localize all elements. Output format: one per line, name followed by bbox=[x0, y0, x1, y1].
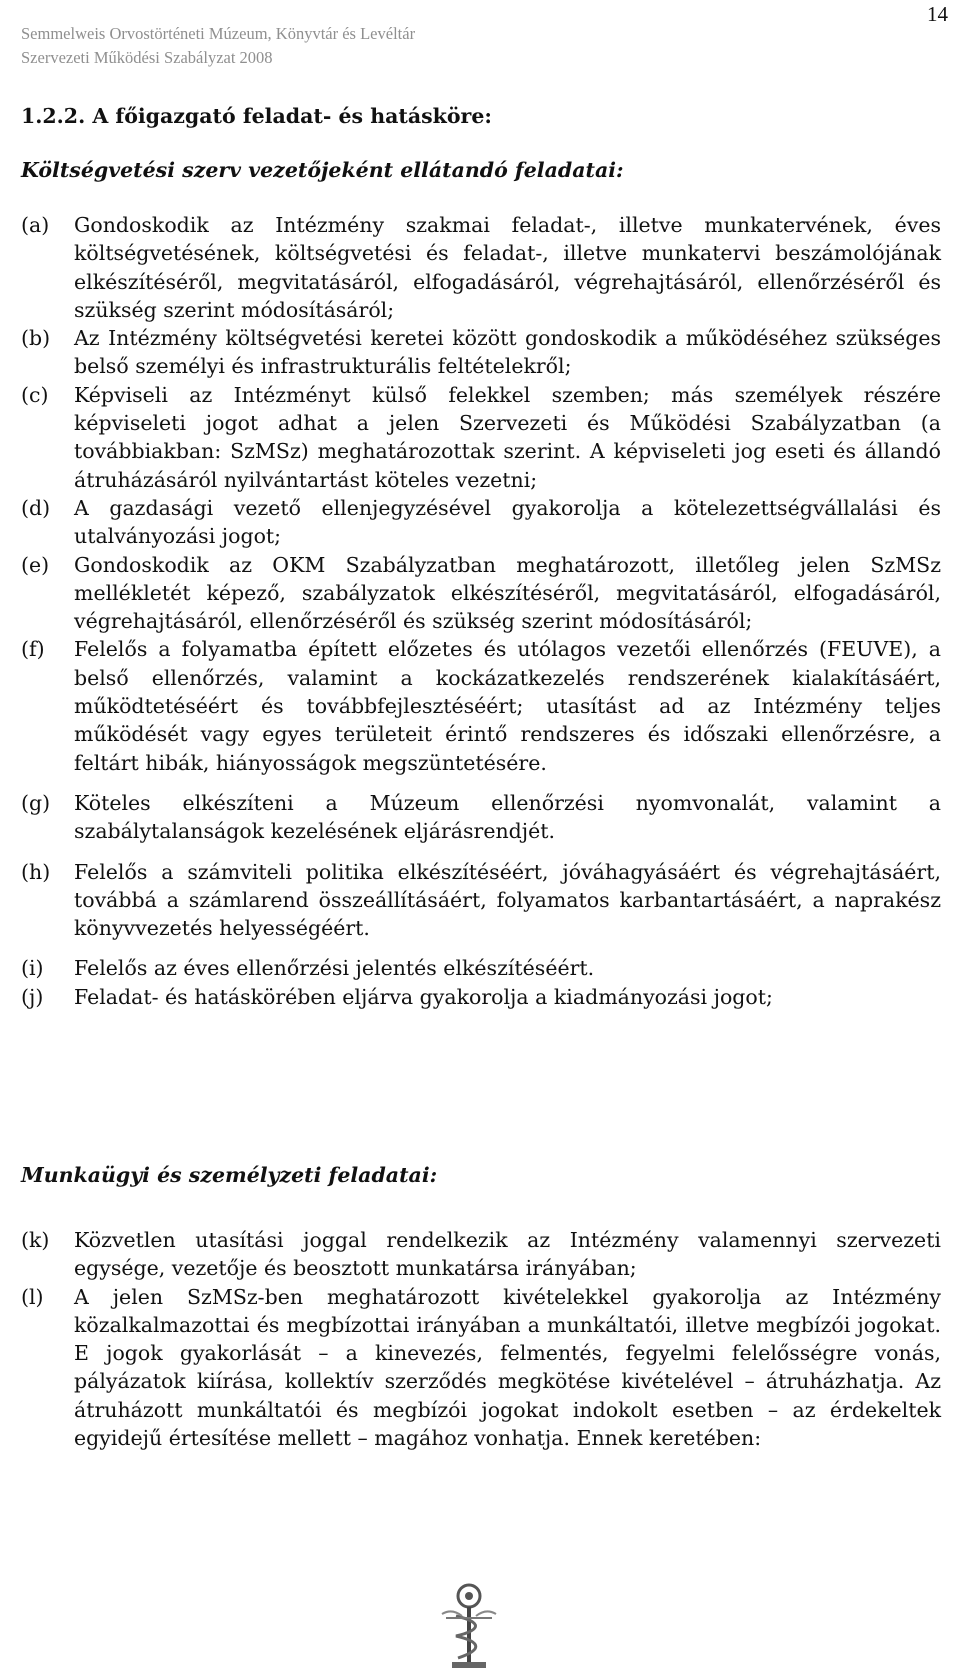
item-label: (i) bbox=[21, 956, 44, 981]
item-label: (k) bbox=[21, 1228, 50, 1252]
list-item bbox=[21, 551, 941, 636]
list-item bbox=[21, 635, 941, 776]
item-text: Köteles elkészíteni a Múzeum ellenőrzési nyomvonalát, valamint a szabálytalanságok kezelésének eljárásrendjét. bbox=[74, 790, 941, 844]
subheading-budget-tasks: Költségvetési szerv vezetőjeként ellátandó feladatai: bbox=[21, 158, 624, 182]
item-text: Képviseli az Intézményt külső felekkel szemben; más személyek részére képviseleti jogot adhat a jelen Szervezeti és Működési Szabályzatban (a továbbiakban: SzMSz) meghatározottak szerint. A képviseleti jog eseti és állandó átruházásáról nyilvántartást köteles vezetni; bbox=[74, 382, 941, 492]
item-label: (j) bbox=[21, 984, 44, 1009]
item-text: Feladat- és hatáskörében eljárva gyakorolja a kiadmányozási jogot; bbox=[74, 984, 773, 1009]
list-item bbox=[21, 211, 941, 324]
list-item bbox=[21, 983, 941, 1011]
list-item bbox=[21, 1283, 941, 1453]
budget-task-list bbox=[21, 211, 941, 1011]
item-label: (f) bbox=[21, 637, 45, 662]
item-text: A gazdasági vezető ellenjegyzésével gyakorolja a kötelezettségvállalási és utalványozási jogot; bbox=[74, 495, 941, 549]
item-text: Felelős a számviteli politika elkészítéséért, jóváhagyásáért és végrehajtásáért, továbbá a számlarend összeállításáért, folyamatos karbantartásáért, a naprakész könyvvezetés helyességéért. bbox=[74, 859, 941, 941]
item-text: Gondoskodik az OKM Szabályzatban meghatározott, illetőleg jelen SzMSz mellékletét képező, szabályzatok elkészítéséről, megvitatásáról, elfogadásáról, végrehajtásáról, ellenőrzéséről és szükség szerint módosításáról; bbox=[74, 552, 941, 634]
museum-logo bbox=[436, 1578, 502, 1670]
header-institution: Semmelweis Orvostörténeti Múzeum, Könyvtár és Levéltár bbox=[21, 24, 416, 43]
item-label: (c) bbox=[21, 382, 49, 407]
item-label: (h) bbox=[21, 859, 51, 884]
list-item bbox=[21, 1226, 941, 1283]
item-text: Az Intézmény költségvetési keretei között gondoskodik a működéséhez szükséges belső személyi és infrastrukturális feltételekről; bbox=[74, 326, 941, 379]
document-header bbox=[21, 22, 415, 70]
list-item bbox=[21, 789, 941, 846]
subheading-hr-tasks: Munkaügyi és személyzeti feladatai: bbox=[21, 1163, 438, 1187]
item-text: Felelős az éves ellenőrzési jelentés elkészítéséért. bbox=[74, 956, 595, 981]
list-item bbox=[21, 858, 941, 943]
item-label: (g) bbox=[21, 790, 51, 815]
header-document-title: Szervezeti Működési Szabályzat 2008 bbox=[21, 48, 273, 67]
item-text: Közvetlen utasítási joggal rendelkezik az Intézmény valamennyi szervezeti egysége, vezetője és beosztott munkatársa irányában; bbox=[74, 1228, 941, 1281]
item-text: A jelen SzMSz-ben meghatározott kivételekkel gyakorolja az Intézmény közalkalmazottai és megbízottai irányában a munkáltatói, illetve megbízói jogokat. E jogok gyakorlását – a kinevezés, felmentés, fegyelmi felelősségre vonás, pályázatok kiírása, kollektív szerződés megkötése kivételével – átruházhatja. Az átruházott munkáltatói és megbízói jogokat indokolt esetben – az érdekeltek egyidejű értesítése mellett – magához vonhatja. Ennek keretében: bbox=[74, 1284, 941, 1451]
list-item bbox=[21, 954, 941, 982]
item-text: Gondoskodik az Intézmény szakmai feladat-, illetve munkatervének, éves költségvetésének, költségvetési és feladat-, illetve munkatervi beszámolójának elkészítéséről, megvitatásáról, elfogadásáról, végrehajtásáról, ellenőrzéséről és szükség szerint módosításáról; bbox=[74, 213, 941, 322]
page-number: 14 bbox=[927, 2, 948, 26]
list-item bbox=[21, 324, 941, 381]
item-label: (e) bbox=[21, 552, 50, 577]
item-label: (d) bbox=[21, 495, 51, 520]
list-item bbox=[21, 494, 941, 551]
item-text: Felelős a folyamatba épített előzetes és utólagos vezetői ellenőrzés (FEUVE), a belső ellenőrzés, valamint a kockázatkezelés rendszerének kialakításáért, működtetéséért és továbbfejlesztéséért; utasítást ad az Intézmény teljes működését vagy egyes területeit érintő rendszeres és időszaki ellenőrzésre, a feltárt hibák, hiányosságok megszüntetésére. bbox=[74, 637, 941, 775]
section-title: 1.2.2. A főigazgató feladat- és hatásköre: bbox=[21, 104, 492, 128]
item-label: (b) bbox=[21, 326, 51, 351]
item-label: (a) bbox=[21, 213, 50, 237]
hr-task-list bbox=[21, 1226, 941, 1452]
list-item bbox=[21, 381, 941, 494]
item-label: (l) bbox=[21, 1284, 44, 1309]
